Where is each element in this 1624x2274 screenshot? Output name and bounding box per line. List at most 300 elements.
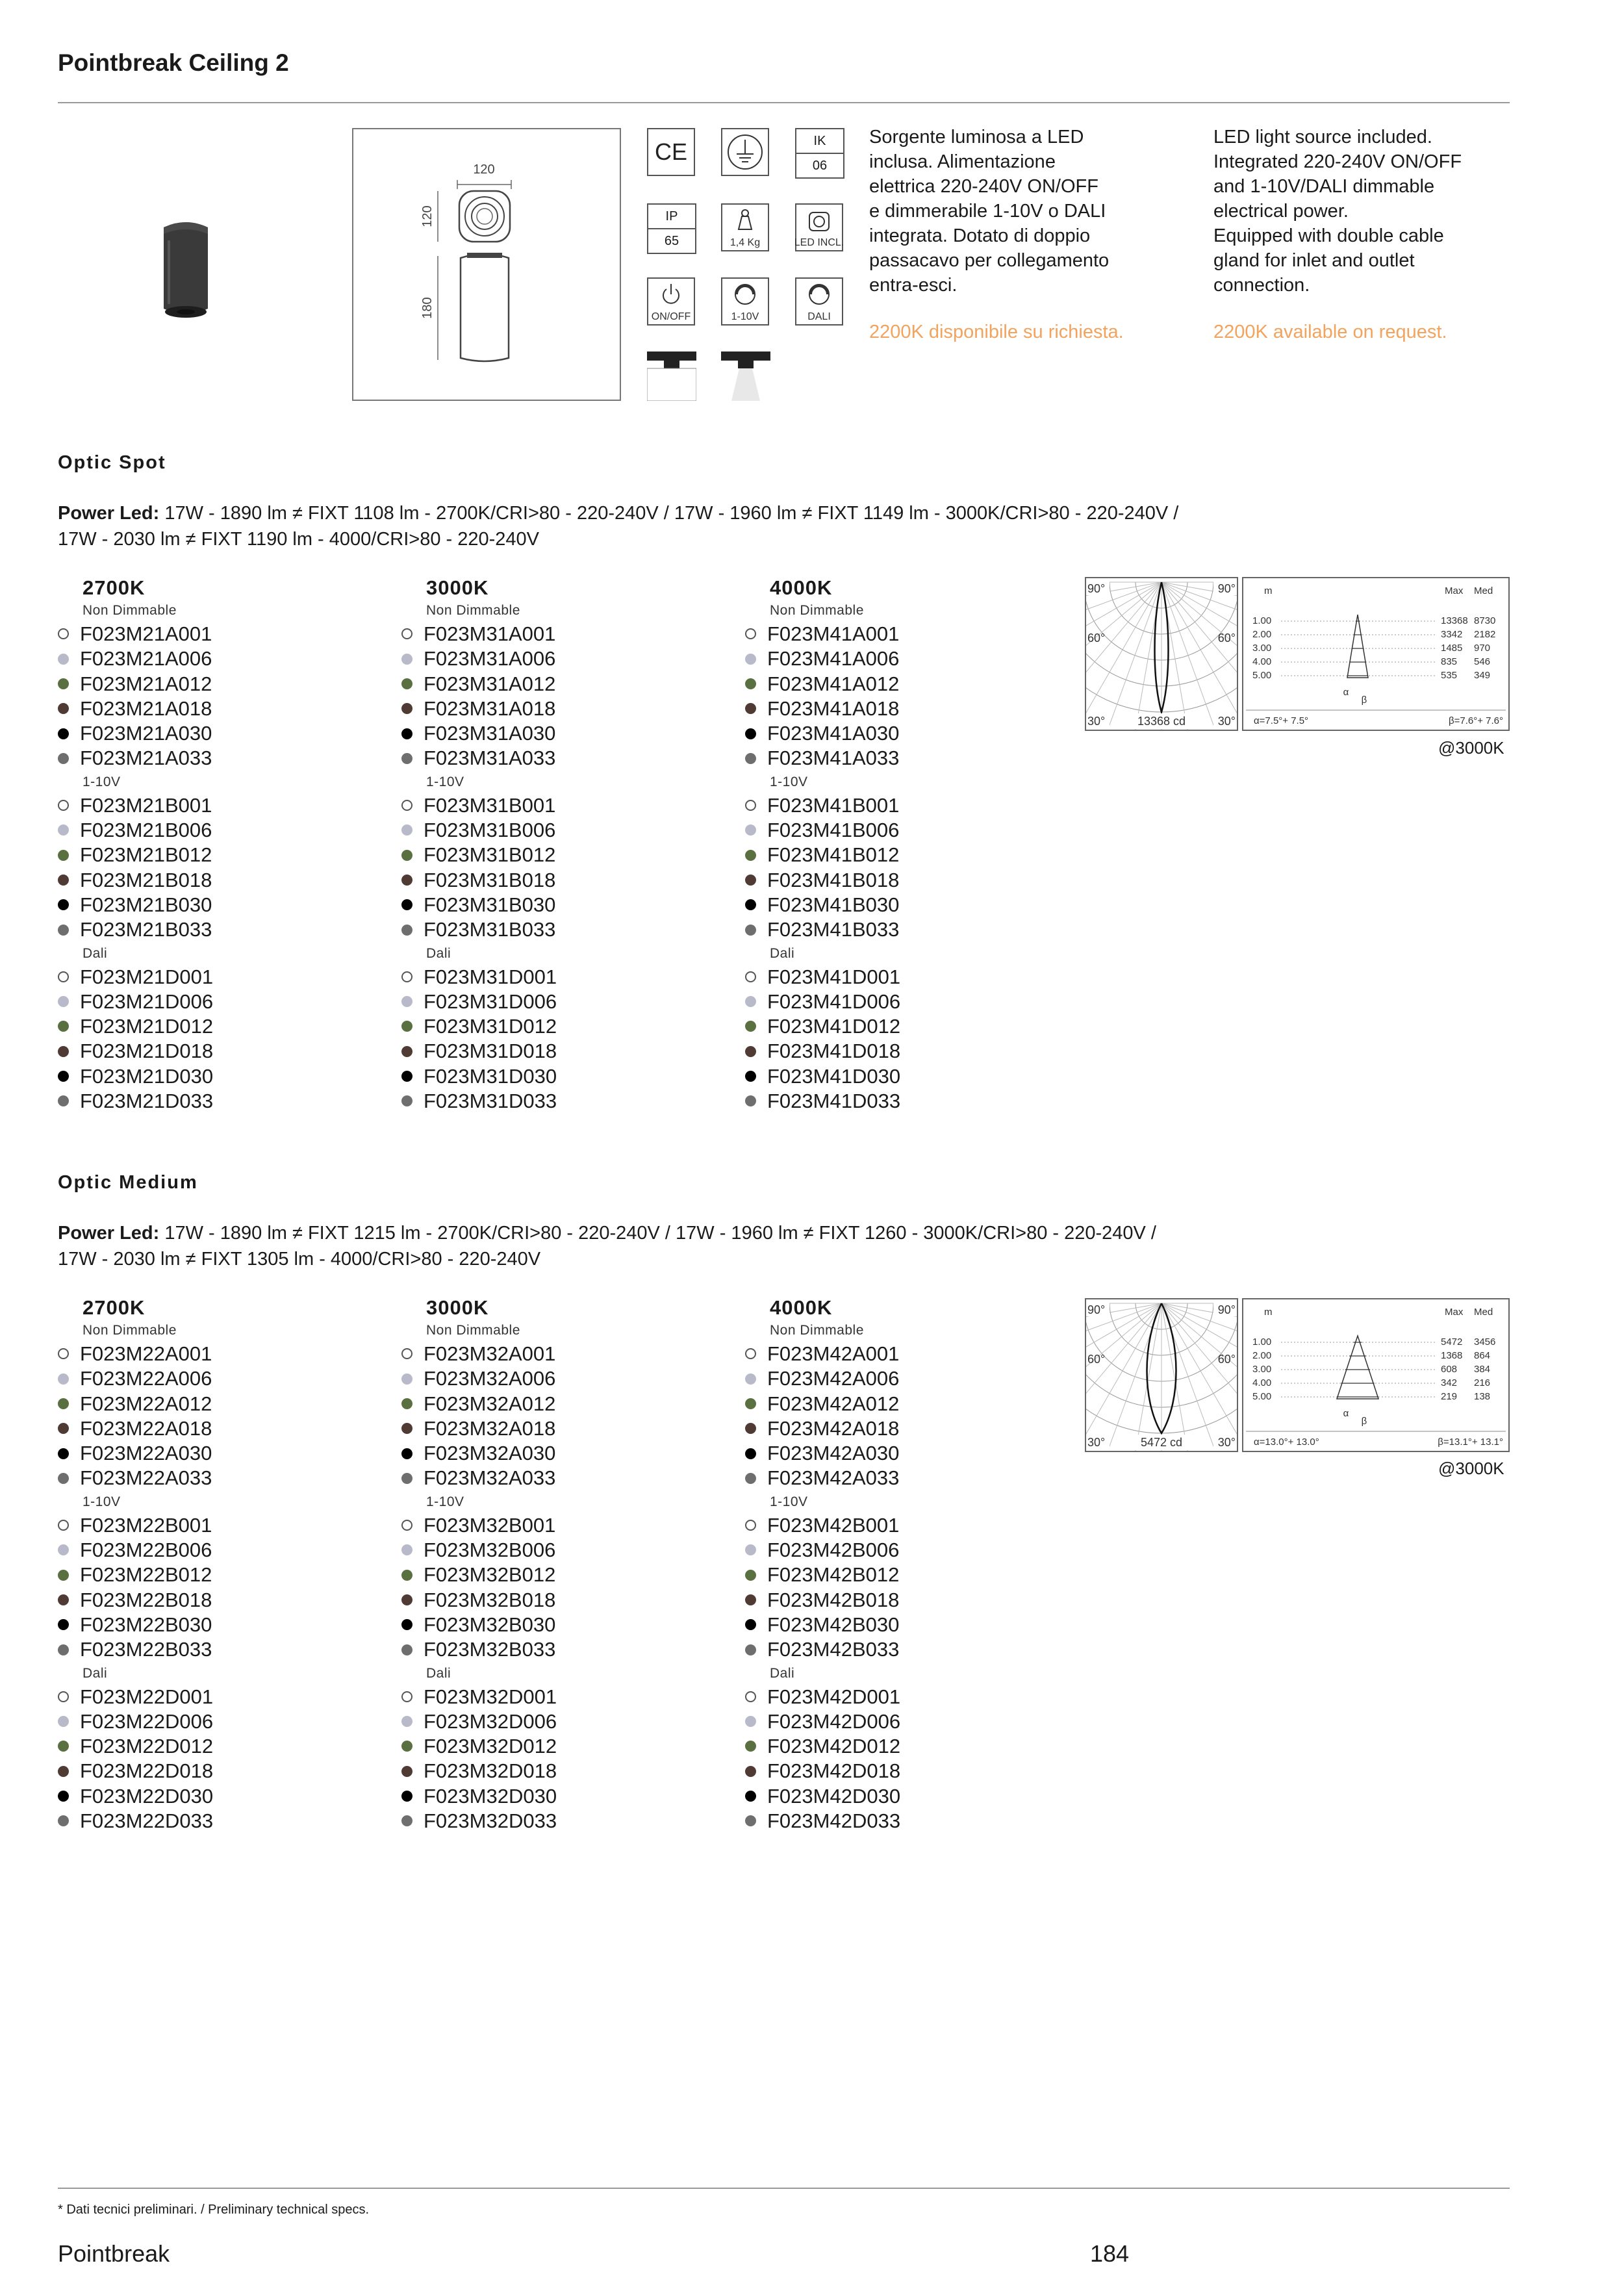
- product-code-item: [745, 696, 1070, 721]
- product-code-item: [58, 1563, 383, 1587]
- angle-label: 60°: [1217, 632, 1236, 645]
- product-code-item: [401, 868, 726, 893]
- finish-color-swatch: [58, 1544, 69, 1555]
- product-code: F023M42B018: [767, 1588, 900, 1611]
- finish-color-swatch: [745, 1815, 756, 1826]
- product-code-column: [745, 576, 1070, 1114]
- product-code: F023M42A033: [767, 1466, 900, 1490]
- description-italian: Sorgente luminosa a LED inclusa. Alimentazione elettrica 220-240V ON/OFF e dimmerabile 1-10V o DALI integrata. Dotato di doppio passacavo per collegamento entra-esci. 2200K disponibile su richiesta.: [869, 125, 1181, 344]
- product-code: F023M42D006: [767, 1709, 901, 1733]
- finish-color-swatch: [401, 703, 412, 714]
- finish-color-swatch: [745, 1398, 756, 1409]
- product-code-item: [401, 1441, 726, 1466]
- distance-value: 3.00: [1252, 643, 1272, 654]
- product-code: F023M31A030: [424, 722, 556, 745]
- product-code-item: [745, 1613, 1070, 1637]
- product-code-item: [401, 1588, 726, 1613]
- finish-color-swatch: [401, 996, 412, 1007]
- finish-color-swatch: [401, 654, 412, 665]
- finish-color-swatch: [401, 753, 412, 764]
- finish-color-swatch: [58, 654, 69, 665]
- control-type-label: 1-10V: [426, 774, 464, 789]
- max-illuminance-value: 535: [1441, 670, 1458, 681]
- product-code: F023M42A012: [767, 1392, 900, 1415]
- product-code-item: [745, 1538, 1070, 1563]
- product-image: [156, 214, 216, 322]
- finish-color-swatch: [401, 1691, 412, 1702]
- product-code: F023M42B006: [767, 1539, 900, 1562]
- alpha-angle-label: α=7.5°+ 7.5°: [1254, 715, 1309, 726]
- product-code: F023M42A001: [767, 1342, 900, 1365]
- max-illuminance-value: 219: [1441, 1391, 1458, 1402]
- product-code: F023M32D030: [424, 1784, 557, 1808]
- product-code-column: [58, 576, 383, 1114]
- angle-label: 30°: [1087, 715, 1106, 728]
- control-type-label: Non Dimmable: [770, 1323, 864, 1338]
- product-code: F023M41D018: [767, 1040, 901, 1063]
- dimmer-1-10v-label: 1-10V: [731, 311, 759, 322]
- weight-label: 1,4 Kg: [730, 237, 761, 248]
- product-code: F023M22D018: [80, 1759, 214, 1783]
- med-illuminance-value: 8730: [1474, 615, 1496, 626]
- color-temperature-heading: 2700K: [82, 1296, 146, 1319]
- control-type-label: 1-10V: [770, 1494, 808, 1509]
- beta-symbol: β: [1361, 695, 1367, 706]
- finish-color-swatch: [745, 1373, 756, 1385]
- product-code: F023M42A030: [767, 1442, 900, 1465]
- product-code: F023M22D030: [80, 1784, 214, 1808]
- product-code-item: [745, 1441, 1070, 1466]
- product-code: F023M42B012: [767, 1563, 900, 1587]
- technical-drawing: [352, 128, 621, 401]
- product-code-item: [58, 721, 383, 746]
- product-code-column: [58, 1296, 383, 1833]
- finish-color-swatch: [401, 678, 412, 689]
- product-code: F023M22B033: [80, 1638, 212, 1661]
- product-code: F023M31B006: [424, 819, 556, 842]
- product-code: F023M21D012: [80, 1015, 214, 1038]
- footer-divider: [58, 2188, 1510, 2189]
- product-code-item: [58, 1685, 383, 1709]
- product-code-item: [58, 646, 383, 671]
- color-temperature-heading: 3000K: [426, 1296, 489, 1319]
- finish-color-swatch: [401, 1348, 412, 1359]
- max-illuminance-value: 3342: [1441, 629, 1463, 640]
- finish-color-swatch: [401, 1448, 412, 1459]
- finish-color-swatch: [58, 971, 69, 982]
- control-type-label: 1-10V: [82, 774, 121, 789]
- product-code: F023M21D030: [80, 1064, 214, 1088]
- product-code: F023M42B033: [767, 1638, 900, 1661]
- product-code: F023M42D030: [767, 1784, 901, 1808]
- product-code-item: [401, 1734, 726, 1759]
- product-code-item: [401, 746, 726, 771]
- finish-color-swatch: [745, 1021, 756, 1032]
- power-led-info: Power Led: 17W - 1890 lm ≠ FIXT 1215 lm - 2700K/CRI>80 - 220-240V / 17W - 1960 lm ≠ FIXT 1260 - 3000K/CRI>80 - 220-240V / 17W - 2030 lm ≠ FIXT 1305 lm - 4000/CRI>80 - 220-240V: [58, 1223, 1156, 1270]
- finish-color-swatch: [58, 1741, 69, 1752]
- finish-color-swatch: [58, 1766, 69, 1777]
- product-code: F023M32A033: [424, 1466, 556, 1490]
- finish-color-swatch: [745, 1644, 756, 1655]
- finish-color-swatch: [401, 1021, 412, 1032]
- product-code: F023M32B012: [424, 1563, 556, 1587]
- finish-color-swatch: [401, 1594, 412, 1605]
- product-code: F023M32B018: [424, 1588, 556, 1611]
- finish-color-swatch: [58, 1644, 69, 1655]
- finish-color-swatch: [745, 996, 756, 1007]
- max-illuminance-value: 13368: [1441, 615, 1468, 626]
- finish-color-swatch: [58, 1348, 69, 1359]
- angle-label: 60°: [1217, 1353, 1236, 1366]
- finish-color-swatch: [58, 1520, 69, 1531]
- ground-symbol-icon: [721, 128, 769, 176]
- finish-color-swatch: [745, 1095, 756, 1106]
- svg-text:CE: CE: [654, 138, 688, 165]
- product-code-item: [401, 1538, 726, 1563]
- product-code: F023M31D018: [424, 1040, 557, 1063]
- finish-color-swatch: [745, 1423, 756, 1434]
- product-code: F023M41D001: [767, 965, 901, 988]
- finish-color-swatch: [401, 800, 412, 811]
- product-code: F023M31A012: [424, 672, 556, 695]
- max-illuminance-value: 1368: [1441, 1350, 1463, 1361]
- product-code-item: [401, 1759, 726, 1783]
- ip-rating-icon: IP 65: [647, 203, 696, 254]
- product-code-item: [401, 1685, 726, 1709]
- product-code: F023M32A012: [424, 1392, 556, 1415]
- product-code-item: [401, 1637, 726, 1662]
- product-code: F023M41B012: [767, 843, 900, 867]
- product-code: F023M41D033: [767, 1090, 901, 1113]
- angle-label: 30°: [1087, 1436, 1106, 1449]
- finish-color-swatch: [745, 925, 756, 936]
- product-code: F023M41B001: [767, 793, 900, 817]
- control-type-label: Dali: [426, 1665, 451, 1681]
- product-code: F023M41B006: [767, 819, 900, 842]
- finish-color-swatch: [401, 1741, 412, 1752]
- product-code: F023M31D030: [424, 1064, 557, 1088]
- product-code: F023M32D033: [424, 1809, 557, 1833]
- product-code-item: [401, 917, 726, 942]
- finish-color-swatch: [58, 1398, 69, 1409]
- product-code-item: [745, 1039, 1070, 1064]
- product-code-item: [401, 965, 726, 990]
- product-code-item: [401, 1466, 726, 1490]
- color-temperature-heading: 4000K: [770, 1296, 833, 1319]
- product-code-item: [58, 622, 383, 646]
- control-type-label: Non Dimmable: [82, 1323, 177, 1338]
- product-code: F023M42D012: [767, 1735, 901, 1758]
- photometry-caption: @3000K: [1438, 1459, 1504, 1478]
- product-code-item: [745, 622, 1070, 646]
- product-code-item: [401, 1039, 726, 1064]
- page-title: Pointbreak Ceiling 2: [58, 49, 289, 76]
- angle-label: 90°: [1217, 1303, 1236, 1316]
- product-code-item: [745, 1342, 1070, 1366]
- product-code: F023M41A012: [767, 672, 900, 695]
- product-code-item: [58, 1014, 383, 1039]
- product-code-item: [58, 1513, 383, 1538]
- finish-color-swatch: [401, 850, 412, 861]
- finish-color-swatch: [401, 1473, 412, 1484]
- product-code-column: [401, 1296, 726, 1833]
- product-code: F023M31B030: [424, 893, 556, 916]
- product-code: F023M42B030: [767, 1613, 900, 1636]
- product-code-item: [401, 1014, 726, 1039]
- product-code-item: [58, 746, 383, 771]
- product-code: F023M22B030: [80, 1613, 212, 1636]
- color-temperature-heading: 2700K: [82, 576, 146, 599]
- finish-color-swatch: [745, 1766, 756, 1777]
- finish-color-swatch: [58, 925, 69, 936]
- finish-color-swatch: [745, 1544, 756, 1555]
- product-code-item: [745, 868, 1070, 893]
- disclaimer: * Dati tecnici preliminari. / Preliminary technical specs.: [58, 2203, 370, 2217]
- finish-color-swatch: [401, 1373, 412, 1385]
- product-code-item: [745, 721, 1070, 746]
- finish-color-swatch: [58, 1071, 69, 1082]
- product-code-item: [401, 1392, 726, 1416]
- finish-color-swatch: [58, 1448, 69, 1459]
- product-code: F023M32A006: [424, 1367, 556, 1390]
- product-code: F023M31A033: [424, 747, 556, 770]
- product-code-item: [58, 1784, 383, 1809]
- product-code-item: [745, 990, 1070, 1014]
- finish-color-swatch: [58, 850, 69, 861]
- finish-color-swatch: [401, 1644, 412, 1655]
- finish-color-swatch: [745, 1791, 756, 1802]
- dim-body-height-label: 180: [420, 297, 435, 319]
- product-code-item: [58, 917, 383, 942]
- finish-color-swatch: [401, 1520, 412, 1531]
- peak-intensity-label: 5472 cd: [1140, 1436, 1183, 1449]
- product-code-item: [58, 1392, 383, 1416]
- product-code: F023M42D018: [767, 1759, 901, 1783]
- product-code-item: [745, 1734, 1070, 1759]
- product-code-item: [58, 1416, 383, 1441]
- angle-label: 90°: [1087, 582, 1106, 595]
- product-code-item: [58, 696, 383, 721]
- product-code: F023M32B006: [424, 1539, 556, 1562]
- finish-color-swatch: [745, 1570, 756, 1581]
- product-code: F023M21A012: [80, 672, 212, 695]
- note-italian: 2200K disponibile su richiesta.: [869, 322, 1124, 342]
- product-code-item: [401, 1513, 726, 1538]
- product-code: F023M32D012: [424, 1735, 557, 1758]
- product-code-item: [745, 793, 1070, 818]
- product-code-item: [745, 843, 1070, 867]
- med-illuminance-value: 216: [1474, 1377, 1491, 1388]
- product-code-item: [58, 1342, 383, 1366]
- product-code-item: [58, 1613, 383, 1637]
- product-code: F023M22A033: [80, 1466, 212, 1490]
- control-type-label: Dali: [426, 945, 451, 961]
- finish-color-swatch: [58, 1594, 69, 1605]
- finish-color-swatch: [58, 800, 69, 811]
- finish-color-swatch: [745, 1473, 756, 1484]
- product-code-item: [745, 672, 1070, 696]
- product-code-item: [58, 1709, 383, 1734]
- note-english: 2200K available on request.: [1213, 322, 1447, 342]
- product-code-item: [745, 1809, 1070, 1833]
- angle-label: 30°: [1217, 715, 1236, 728]
- finish-color-swatch: [401, 1544, 412, 1555]
- product-code: F023M22D033: [80, 1809, 214, 1833]
- distance-value: 1.00: [1252, 1336, 1272, 1348]
- product-code: F023M32B033: [424, 1638, 556, 1661]
- product-code-item: [401, 1809, 726, 1833]
- finish-color-swatch: [401, 1570, 412, 1581]
- med-illuminance-value: 864: [1474, 1350, 1491, 1361]
- finish-color-swatch: [58, 875, 69, 886]
- product-code: F023M22A001: [80, 1342, 212, 1365]
- finish-color-swatch: [401, 899, 412, 910]
- angle-label: 60°: [1087, 1353, 1106, 1366]
- product-code-item: [58, 1089, 383, 1114]
- product-code: F023M32B001: [424, 1513, 556, 1537]
- product-code: F023M22A012: [80, 1392, 212, 1415]
- product-code: F023M31A001: [424, 622, 556, 645]
- product-code: F023M22D012: [80, 1735, 214, 1758]
- power-led-info: Power Led: 17W - 1890 lm ≠ FIXT 1108 lm - 2700K/CRI>80 - 220-240V / 17W - 1960 lm ≠ FIXT 1149 lm - 3000K/CRI>80 - 220-240V / 17W - 2030 lm ≠ FIXT 1190 lm - 4000/CRI>80 - 220-240V: [58, 503, 1179, 550]
- product-code-item: [745, 1563, 1070, 1587]
- product-code: F023M31B001: [424, 793, 556, 817]
- finish-color-swatch: [401, 1095, 412, 1106]
- finish-color-swatch: [401, 1046, 412, 1057]
- product-code: F023M22B018: [80, 1588, 212, 1611]
- angle-label: 60°: [1087, 632, 1106, 645]
- product-code-item: [58, 1759, 383, 1783]
- product-code-item: [745, 917, 1070, 942]
- finish-color-swatch: [401, 728, 412, 739]
- product-code: F023M41A033: [767, 747, 900, 770]
- finish-color-swatch: [745, 1716, 756, 1727]
- product-code: F023M41D030: [767, 1064, 901, 1088]
- finish-color-swatch: [401, 1619, 412, 1630]
- product-code-item: [58, 1366, 383, 1391]
- product-code: F023M21B006: [80, 819, 212, 842]
- product-code-item: [401, 696, 726, 721]
- product-code-item: [401, 1613, 726, 1637]
- product-code: F023M41D012: [767, 1015, 901, 1038]
- product-code-item: [401, 1342, 726, 1366]
- finish-color-swatch: [745, 728, 756, 739]
- product-code: F023M41A030: [767, 722, 900, 745]
- product-code-item: [401, 646, 726, 671]
- distance-value: 2.00: [1252, 1350, 1272, 1361]
- polar-diagram: [1085, 1298, 1238, 1452]
- product-code: F023M22A030: [80, 1442, 212, 1465]
- beta-angle-label: β=7.6°+ 7.6°: [1448, 715, 1503, 726]
- finish-color-swatch: [745, 875, 756, 886]
- finish-color-swatch: [58, 753, 69, 764]
- color-temperature-heading: 4000K: [770, 576, 833, 599]
- product-code: F023M21A006: [80, 647, 212, 671]
- product-code: F023M21B018: [80, 868, 212, 891]
- max-illuminance-value: 1485: [1441, 643, 1463, 654]
- header-divider: [58, 102, 1510, 103]
- product-code-item: [58, 1637, 383, 1662]
- control-type-label: 1-10V: [426, 1494, 464, 1509]
- product-code-item: [745, 1392, 1070, 1416]
- product-code-item: [58, 1809, 383, 1833]
- finish-color-swatch: [401, 1791, 412, 1802]
- product-code-item: [401, 1064, 726, 1089]
- finish-color-swatch: [745, 1071, 756, 1082]
- control-type-label: 1-10V: [770, 774, 808, 789]
- control-type-label: Non Dimmable: [426, 1323, 520, 1338]
- product-code-item: [401, 818, 726, 843]
- product-code-item: [58, 1588, 383, 1613]
- column-header: Med: [1474, 1307, 1493, 1318]
- control-type-label: Dali: [770, 945, 795, 961]
- column-header: Max: [1445, 1307, 1464, 1318]
- ce-mark-icon: [647, 128, 695, 176]
- product-code-item: [745, 1685, 1070, 1709]
- angle-label: 90°: [1087, 1303, 1106, 1316]
- product-code-item: [745, 1089, 1070, 1114]
- finish-color-swatch: [58, 899, 69, 910]
- max-illuminance-value: 835: [1441, 656, 1458, 667]
- product-code-item: [401, 1784, 726, 1809]
- dim-width-label: 120: [473, 162, 495, 177]
- distance-value: 5.00: [1252, 1391, 1272, 1402]
- product-code-item: [401, 793, 726, 818]
- product-code: F023M31A018: [424, 696, 556, 720]
- control-type-label: Non Dimmable: [82, 603, 177, 618]
- product-code: F023M31A006: [424, 647, 556, 671]
- product-code: F023M21B001: [80, 793, 212, 817]
- product-code-item: [745, 1014, 1070, 1039]
- column-header: Med: [1474, 585, 1493, 596]
- product-code: F023M42B001: [767, 1513, 900, 1537]
- med-illuminance-value: 2182: [1474, 629, 1496, 640]
- product-code: F023M21A018: [80, 696, 212, 720]
- finish-color-swatch: [745, 1619, 756, 1630]
- finish-color-swatch: [58, 1095, 69, 1106]
- finish-color-swatch: [58, 678, 69, 689]
- product-code: F023M42A018: [767, 1416, 900, 1440]
- product-code: F023M21D018: [80, 1040, 214, 1063]
- distance-value: 3.00: [1252, 1364, 1272, 1375]
- beta-symbol: β: [1361, 1416, 1367, 1427]
- angle-label: 30°: [1217, 1436, 1236, 1449]
- product-code: F023M21D001: [80, 965, 214, 988]
- med-illuminance-value: 349: [1474, 670, 1491, 681]
- product-code-item: [58, 793, 383, 818]
- product-code-item: [745, 818, 1070, 843]
- product-code-column: [401, 576, 726, 1114]
- finish-color-swatch: [58, 628, 69, 639]
- finish-color-swatch: [745, 1448, 756, 1459]
- angle-label: 90°: [1217, 582, 1236, 595]
- product-code-item: [401, 1089, 726, 1114]
- control-type-label: Non Dimmable: [770, 603, 864, 618]
- finish-color-swatch: [745, 824, 756, 836]
- alpha-symbol: α: [1343, 1408, 1349, 1419]
- product-code-item: [58, 818, 383, 843]
- product-code: F023M21D033: [80, 1090, 214, 1113]
- finish-color-swatch: [401, 971, 412, 982]
- finish-color-swatch: [745, 1046, 756, 1057]
- dali-label: DALI: [807, 311, 831, 322]
- finish-color-swatch: [401, 1423, 412, 1434]
- finish-color-swatch: [401, 1716, 412, 1727]
- product-code: F023M21A033: [80, 747, 212, 770]
- finish-color-swatch: [401, 875, 412, 886]
- product-code-item: [401, 1416, 726, 1441]
- finish-color-swatch: [745, 1594, 756, 1605]
